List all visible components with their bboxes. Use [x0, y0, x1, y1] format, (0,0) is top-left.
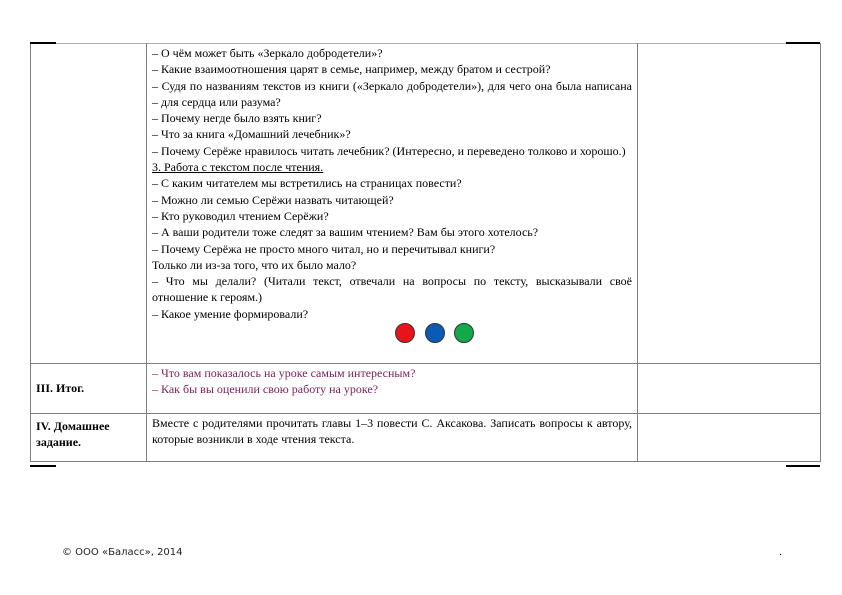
question-line: – Почему Серёжа не просто много читал, но и перечитывал книги?: [152, 241, 496, 256]
question-line: – Что вам показалось на уроке самым интересным?: [152, 366, 416, 380]
table-row: [31, 364, 821, 414]
question-line: – Судя по названиям текстов из книги («Зеркало добродетели»), для чего она была написана – для сердца или разума?: [152, 78, 632, 109]
stage-title: III. Итог.: [36, 381, 85, 395]
notes-cell: [638, 44, 821, 364]
table-row: [31, 414, 821, 462]
table-row: [31, 44, 821, 364]
table-edge-mark: [30, 465, 56, 467]
content-cell: [147, 364, 638, 414]
red-dot-icon: [395, 323, 415, 343]
blue-dot-icon: [425, 323, 445, 343]
question-line: – Почему негде было взять книг?: [152, 111, 322, 126]
question-line: – Какое умение формировали?: [152, 306, 309, 321]
content-cell: [147, 44, 638, 364]
content-cell: [147, 414, 638, 462]
homework-text: Вместе с родителями прочитать главы 1–3 повести С. Аксакова. Записать вопросы к автору, которые возникли в ходе чтения текста.: [152, 416, 632, 447]
question-line: – Кто руководил чтением Серёжи?: [152, 208, 329, 223]
stage-title: IV. Домашнее задание.: [36, 419, 110, 450]
question-line: – С каким читателем мы встретились на страницах повести?: [152, 176, 462, 191]
section-heading: 3. Работа с текстом после чтения.: [152, 160, 324, 175]
green-dot-icon: [454, 323, 474, 343]
lesson-plan-table: [30, 43, 821, 462]
question-line: – О чём может быть «Зеркало добродетели»?: [152, 46, 383, 60]
question-line: – Можно ли семью Серёжи назвать читающей?: [152, 192, 394, 207]
question-line: – Как бы вы оценили свою работу на уроке?: [152, 382, 379, 397]
page-mark: .: [779, 547, 783, 558]
copyright-footer: © ООО «Баласс», 2014: [62, 547, 183, 558]
notes-cell: [638, 364, 821, 414]
question-line: – Почему Серёже нравилось читать лечебник? (Интересно, и переведено толково и хорошо.): [152, 143, 626, 158]
table-edge-mark: [30, 42, 56, 44]
stage-cell: [31, 44, 147, 364]
table-edge-mark: [786, 465, 820, 467]
question-line: – Какие взаимоотношения царят в семье, например, между братом и сестрой?: [152, 62, 551, 77]
table-edge-mark: [786, 42, 820, 44]
question-line: – Что за книга «Домашний лечебник»?: [152, 127, 351, 142]
question-line: – А ваши родители тоже следят за вашим чтением? Вам бы этого хотелось?: [152, 225, 539, 240]
question-line: Только ли из-за того, что их было мало?: [152, 257, 357, 272]
question-line: – Что мы делали? (Читали текст, отвечали на вопросы по тексту, высказывали своё отношение к героям.): [152, 274, 632, 305]
notes-cell: [638, 414, 821, 462]
stage-cell: [31, 414, 147, 462]
stage-cell: [31, 364, 147, 414]
